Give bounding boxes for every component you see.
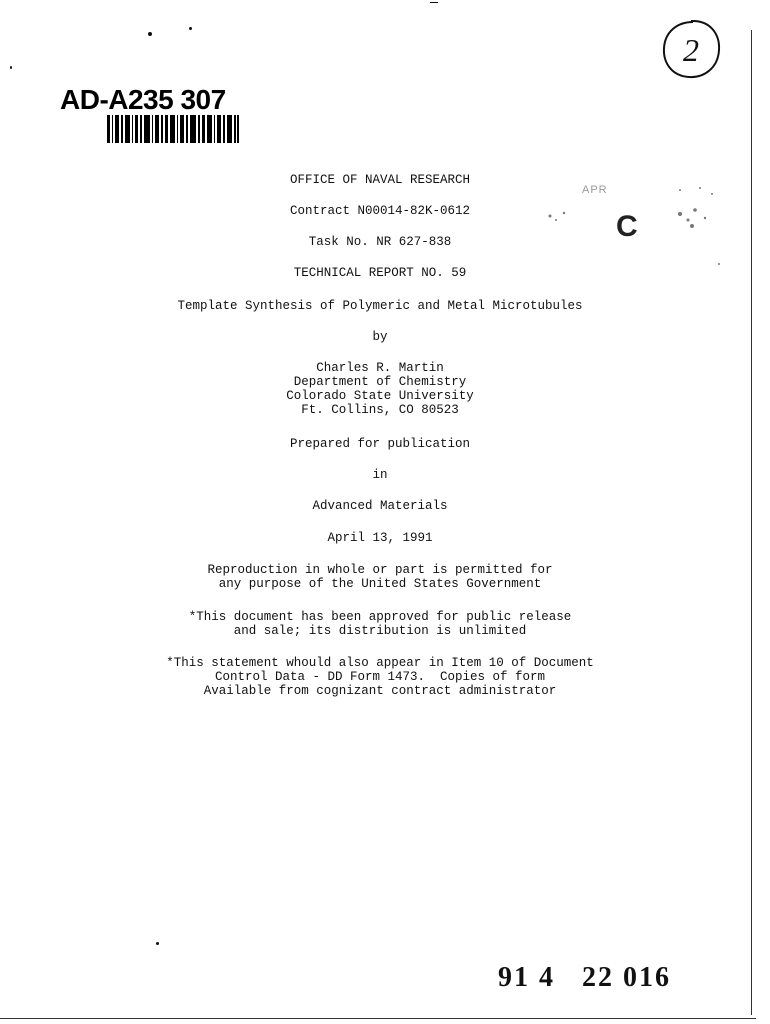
received-stamp: [520, 180, 720, 270]
speck: [189, 27, 192, 30]
barcode-graphic: [107, 115, 239, 143]
bottom-border-line: [0, 1018, 756, 1019]
statement-notice-line-2: Control Data - DD Form 1473. Copies of form: [214, 670, 546, 684]
publication-in: in: [372, 468, 388, 482]
speck: [10, 66, 12, 69]
speck: [156, 942, 159, 945]
handwritten-circle-mark: [660, 18, 722, 80]
release-notice-line-2: and sale; its distribution is unlimited: [233, 624, 527, 638]
author-name: Charles R. Martin: [316, 361, 444, 375]
stamp-letter: C: [616, 210, 638, 243]
reproduction-notice-line-1: Reproduction in whole or part is permitted for: [207, 563, 553, 577]
statement-notice-line-1: *This statement whould also appear in Item 10 of Document: [166, 656, 594, 670]
report-number: TECHNICAL REPORT NO. 59: [293, 266, 467, 280]
agency-name: OFFICE OF NAVAL RESEARCH: [289, 173, 471, 187]
speck: [430, 2, 438, 3]
author-university: Colorado State University: [286, 389, 474, 403]
publication-date: April 13, 1991: [327, 531, 433, 545]
task-number: Task No. NR 627-838: [308, 235, 452, 249]
reproduction-notice-line-2: any purpose of the United States Government: [218, 577, 542, 591]
author-location: Ft. Collins, CO 80523: [301, 403, 459, 417]
stamp-texture: [520, 180, 720, 270]
report-title: Template Synthesis of Polymeric and Metal Microtubules: [177, 299, 583, 313]
document-control-number: 91 4 22 016: [498, 962, 671, 993]
release-notice-line-1: *This document has been approved for public release: [188, 610, 572, 624]
journal-name: Advanced Materials: [312, 499, 448, 513]
speck: [148, 32, 152, 36]
by-line: by: [372, 330, 388, 344]
handwritten-digit: 2: [683, 32, 699, 68]
accession-number: AD-A235 307: [60, 84, 226, 115]
author-department: Department of Chemistry: [293, 375, 467, 389]
statement-notice-line-3: Available from cognizant contract administrator: [203, 684, 557, 698]
contract-number: Contract N00014-82K-0612: [289, 204, 471, 218]
prepared-for: Prepared for publication: [289, 437, 471, 451]
stamp-date-text: APR: [582, 184, 608, 196]
